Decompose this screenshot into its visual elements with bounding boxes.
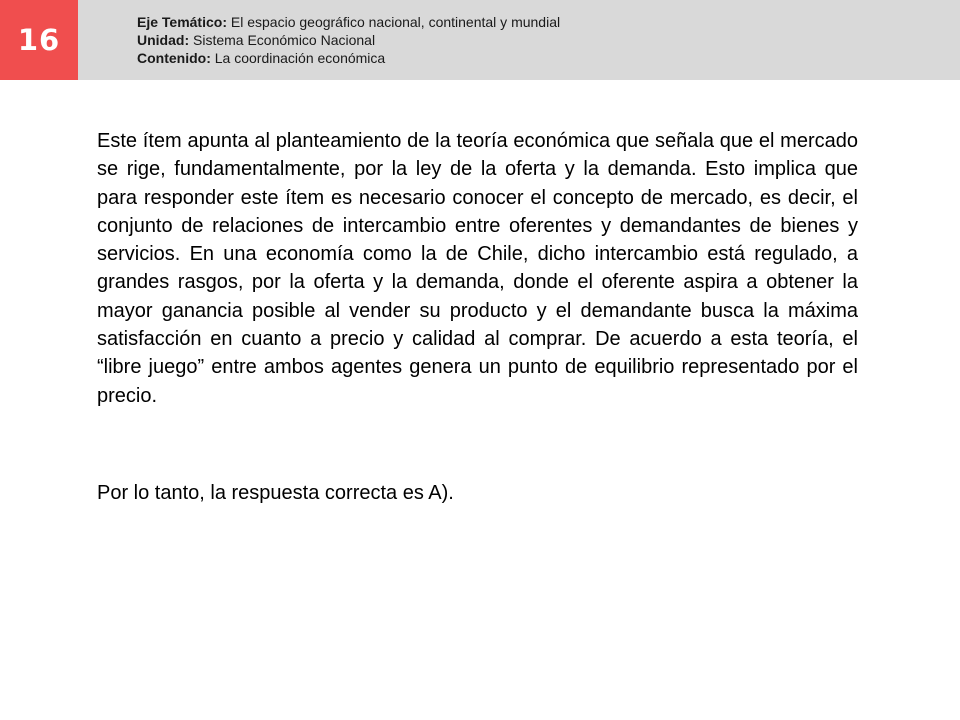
- unidad-label: Unidad:: [137, 32, 190, 48]
- unidad-value: Sistema Económico Nacional: [189, 32, 376, 48]
- contenido-label: Contenido:: [137, 50, 211, 66]
- header-meta: [137, 13, 560, 67]
- explanation-paragraph: Este ítem apunta al planteamiento de la teoría económica que señala que el mercado se rige, fundamentalmente, por la ley de la oferta y la demanda. Esto implica que para responder este ítem es necesario conocer el concepto de mercado, es decir, el conjunto de relaciones de intercambio entre oferentes y demandantes de bienes y servicios. En una economía como la de Chile, dicho intercambio está regulado, a grandes rasgos, por la oferta y la demanda, donde el oferente aspira a obtener la mayor ganancia posible al vender su producto y el demandante busca la máxima satisfacción en cuanto a precio y calidad al comprar. De acuerdo a esta teoría, el “libre juego” entre ambos agentes genera un punto de equilibrio representado por el precio.: [97, 130, 858, 407]
- contenido-value: La coordinación económica: [210, 50, 386, 66]
- item-number-badge: [0, 0, 78, 80]
- eje-tematico-line: [137, 13, 560, 31]
- answer-conclusion: Por lo tanto, la respuesta correcta es A).: [97, 482, 454, 504]
- contenido-line: [137, 49, 560, 67]
- unidad-line: [137, 31, 560, 49]
- eje-tematico-value: El espacio geográfico nacional, continental y mundial: [227, 14, 561, 30]
- explanation-text: [97, 127, 858, 410]
- item-number: 16: [17, 23, 61, 57]
- eje-tematico-label: Eje Temático:: [137, 14, 227, 30]
